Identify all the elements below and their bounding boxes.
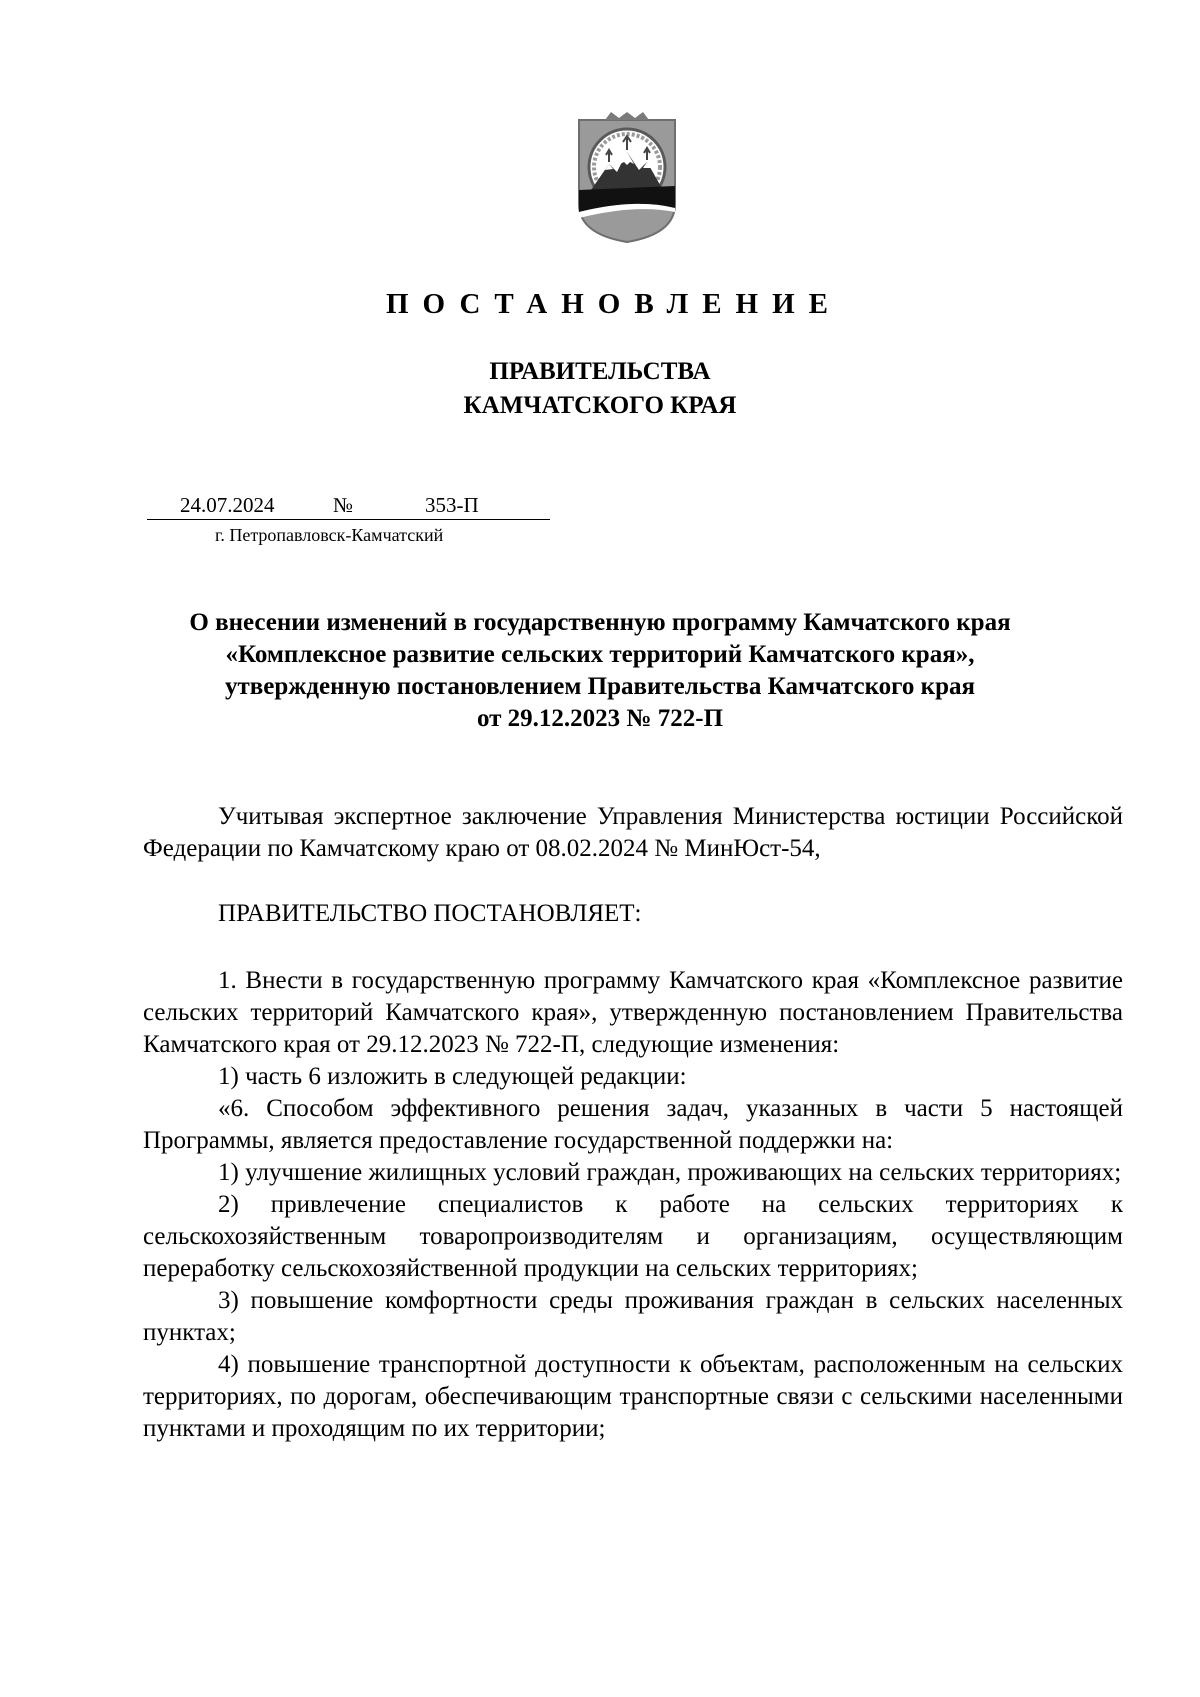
paragraph: 1. Внести в государственную программу Камчатского края «Комплексное развитие сельских территорий Камчатского края», утвержденную постановлением Правительства Камчатского края от 29.12.2023 № 722-П, следующие изменения: (143, 967, 1123, 1058)
resolution-block (143, 898, 1123, 930)
issue-city: г. Петропавловск-Камчатский (215, 525, 444, 545)
paragraph: «6. Способом эффективного решения задач, указанных в части 5 настоящей Программы, является предоставление государственной поддержки на: (143, 1095, 1123, 1154)
document-number: 353-П (425, 493, 479, 517)
subject-line: «Комплексное развитие сельских территорий Камчатского края», (225, 641, 975, 668)
issuing-body-line2: КАМЧАТСКОГО КРАЯ (463, 392, 737, 419)
coat-of-arms-icon (575, 112, 679, 245)
registration-underline (147, 519, 550, 520)
document-type-title: ПОСТАНОВЛЕНИЕ (385, 288, 842, 320)
paragraph: 2) привлечение специалистов к работе на сельских территориях к сельскохозяйственным товаропроизводителям и организациям, осуществляющим переработку сельскохозяйственной продукции на сельских территориях; (143, 1191, 1123, 1282)
subject-line: утвержденную постановлением Правительства Камчатского края (224, 673, 975, 700)
document-body (143, 965, 1123, 1445)
number-sign: № (333, 493, 354, 517)
document-subject (130, 607, 1070, 735)
issuing-body-line1: ПРАВИТЕЛЬСТВА (489, 358, 711, 385)
paragraph: 1) улучшение жилищных условий граждан, проживающих на сельских территориях; (218, 1159, 1122, 1186)
preamble-block (143, 801, 1123, 865)
paragraph: 4) повышение транспортной доступности к объектам, расположенным на сельских территориях, по дорогам, обеспечивающим транспортные связи с сельскими населенными пунктами и проходящим по их территории; (143, 1351, 1123, 1442)
resolves-heading: ПРАВИТЕЛЬСТВО ПОСТАНОВЛЯЕТ: (218, 900, 642, 927)
document-date: 24.07.2024 (180, 493, 275, 517)
paragraph: 1) часть 6 изложить в следующей редакции: (218, 1063, 687, 1090)
paragraph: 3) повышение комфортности среды проживания граждан в сельских населенных пунктах; (143, 1287, 1123, 1346)
subject-line: от 29.12.2023 № 722-П (476, 705, 724, 732)
preamble: Учитывая экспертное заключение Управления Министерства юстиции Российской Федерации по Камчатскому краю от 08.02.2024 № МинЮст-54, (143, 803, 1123, 862)
subject-line: О внесении изменений в государственную программу Камчатского края (189, 609, 1011, 636)
